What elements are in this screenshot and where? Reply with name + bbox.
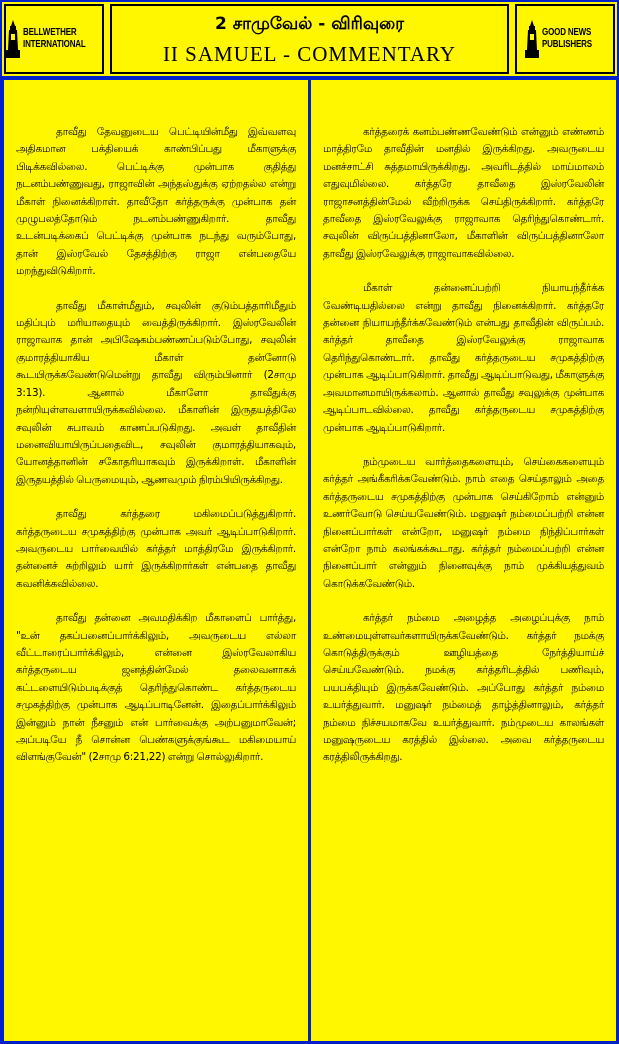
bell-tower-icon (6, 20, 20, 58)
left-column (4, 80, 308, 1041)
title-box (110, 4, 509, 74)
bell-tower-icon (525, 20, 539, 58)
paragraph: மீகாள் தன்னைப்பற்றி நியாயந்தீர்க்க வேண்டியதில்லை என்று தாவீது நினைக்கிறார். கர்த்தரே தன்னை நியாயந்தீர்க்கவேண்டும் என்பது தாவீதின் விருப்பம். கர்த்தர் தாவீதை இஸ்ரவேலுக்கு ராஜாவாக தெரிந்துகொண்டார். தாவீது கர்த்தருடைய சமுகத்திற்கு முன்பாக ஆடிப்பாடுகிறார். தாவீது ஆடிப்பாடுவது, மீகாளுக்கு அவமானமாயிருக்கலாம். ஆனால் தாவீது சவுலுக்கு முன்பாக ஆடிப்பாடவில்லை. தாவீது கர்த்தருடைய சமுகத்திற்கு முன்பாக ஆடிப்பாடுகிறார். (323, 282, 604, 434)
right-column (311, 80, 616, 1041)
right-logo-text: GOOD NEWS PUBLISHERS (542, 27, 593, 50)
paragraph: தாவீது மீகாள்மீதும், சவுலின் குடும்பத்தாரிமீதும் மதிப்பும் மரியாதையும் வைத்திருக்கிறார். இஸ்ரவேலின் ராஜாவாக தான் அபிஷேகம்பண்ணப்படும்போது, சவுலின் குமாரத்தியாகிய மீகாள் தன்னோடு கூடயிருக்கவேண்டுமென்று தாவீது விரும்பினார் (2சாமு 3:13). ஆனால் மீகாளோ தாவீதுக்கு நன்றியுள்ளவளாயிருக்கவில்லை. மீகாளின் இருதயத்திலே சவுலின் சுபாவம் காணப்படுகிறது. அவள் தாவீதின் மனைவியாயிருப்பதைவிட, சவுலின் குமாரத்தியாகவும், யோனத்தானின் சகோதரியாகவும் இருக்கிறாள். மீகாளின் இருதயத்தில் பெருமையும், ஆணவமும் நிரம்பியிருக்கிறது. (16, 299, 296, 486)
page-title-english: II SAMUEL - COMMENTARY (162, 42, 457, 66)
good-news-logo (515, 4, 615, 74)
left-logo-text: BELLWETHER INTERNATIONAL (23, 27, 86, 50)
paragraph: தாவீது கர்த்தரை மகிமைப்படுத்துகிறார். கர்த்தருடைய சமுகத்திற்கு முன்பாக அவர் ஆடிப்பாடுகிறார். அவருடைய பார்வையில் கர்த்தர் மாத்திரமே இருக்கிறார். தன்னைச் சுற்றிலும் யார் இருக்கிறார்கள் என்பதை தாவீது கவனிக்கவில்லை. (16, 508, 296, 590)
paragraph: தாவீது தன்னை அவமதிக்கிற மீகாளைப் பார்த்து, "உன் தகப்பனைப்பார்க்கிலும், அவருடைய எல்லா வீட்டாரைப்பார்க்கிலும், என்னை இஸ்ரவேலாகிய கர்த்தருடைய ஜனத்தின்மேல் தலைவனாகக் கட்டளையிடும்படிக்குத் தெரிந்துகொண்ட கர்த்தருடைய சமுகத்திற்கு முன்பாக ஆடிப்பாடினேன். இதைப்பார்க்கிலும் இன்னும் நான் நீசனும் என் பார்வைக்கு அற்பனுமாவேன்; அப்படியே நீ சொன்ன பெண்களுக்குங்கூட மகிமையாய் விளங்குவேன்" (2சாமு 6:21,22) என்று சொல்லுகிறார். (16, 612, 296, 764)
bellwether-logo (4, 4, 104, 74)
paragraph: நம்முடைய வார்த்தைகளையும், செய்கைகளையும் கர்த்தர் அங்கீகரிக்கவேண்டும். நாம் எதை செய்தாலும் அதை கர்த்தருடைய சமுகத்திற்கு முன்பாக செய்கிறோம் என்னும் உணர்வோடு செய்யவேண்டும். மனுஷர் நம்மைப்பற்றி என்ன நினைப்பார்கள் என்றோ, மனுஷர் நம்மை நிந்திப்பார்கள் என்றோ நாம் கலங்கக்கூடாது. கர்த்தர் நம்மைப்பற்றி என்ன நினைப்பார் என்னும் நினைவுக்கு நாம் முக்கியத்துவம் கொடுக்கவேண்டும். (323, 455, 604, 590)
paragraph: கர்த்தர் நம்மை அழைத்த அழைப்புக்கு நாம் உண்மையுள்ளவர்களாயிருக்கவேண்டும். கர்த்தர் நமக்கு கொடுத்திருக்கும் ஊழியத்தை நேர்த்தியாய்ச் செய்யவேண்டும். நமக்கு கர்த்தரிடத்தில் பணிவும், பயபக்தியும் இருக்கவேண்டும். அப்போது கர்த்தர் நம்மை உயர்த்துவார். மனுஷர் நம்மைத் தாழ்த்தினாலும், கர்த்தர் நம்மை நிச்சயமாகவே உயர்த்துவார். நம்முடைய காலங்கள் மனுஷருடைய கரத்தில் இல்லை. அவை கர்த்தருடைய கரத்திலிருக்கிறது. (323, 612, 604, 764)
paragraph: கர்த்தரைக் கனம்பண்ணவேண்டும் என்னும் எண்ணம் மாத்திரமே தாவீதின் மனதில் இருக்கிறது. அவருடைய மனச்சாட்சி சுத்தமாயிருக்கிறது. அவரிடத்தில் மாய்மாலம் எதுவுமில்லை. கர்த்தரே தாவீதை இஸ்ரவேலின் ராஜாசனத்தின்மேல் வீற்றிருக்க செய்திருக்கிறார். கர்த்தரே தாவீதை இஸ்ரவேலுக்கு ராஜாவாக தெரிந்துகொண்டார். சவுலின் விருப்பத்தினாலோ, மீகாளின் விருப்பத்தினாலோ தாவீது இஸ்ரவேலுக்கு ராஜாவாகவில்லை. (323, 126, 604, 260)
paragraph: தாவீது தேவனுடைய பெட்டியின்மீது இவ்வளவு அதிகமான பக்தியைக் காண்பிப்பது மீகாளுக்கு பிடிக்கவில்லை. பெட்டிக்கு முன்பாக குதித்து நடனம்பண்ணுவது, ராஜாவின் அந்தஸ்துக்கு ஏற்றதல்ல என்று மீகாள் நினைக்கிறாள். தாவீதோ கர்த்தருக்கு முன்பாக தன் முழுபலத்தோடும் நடனம்பண்ணுகிறார். தாவீது உடன்படிக்கைப் பெட்டிக்கு முன்பாக நடந்து வரும்போது, தான் இஸ்ரவேல் தேசத்திற்கு ராஜா என்பதையே மறந்துவிடுகிறார். (16, 126, 296, 278)
page-header (2, 2, 617, 76)
page-title-tamil: 2 சாமுவேல் - விரிவுரை (215, 14, 404, 34)
